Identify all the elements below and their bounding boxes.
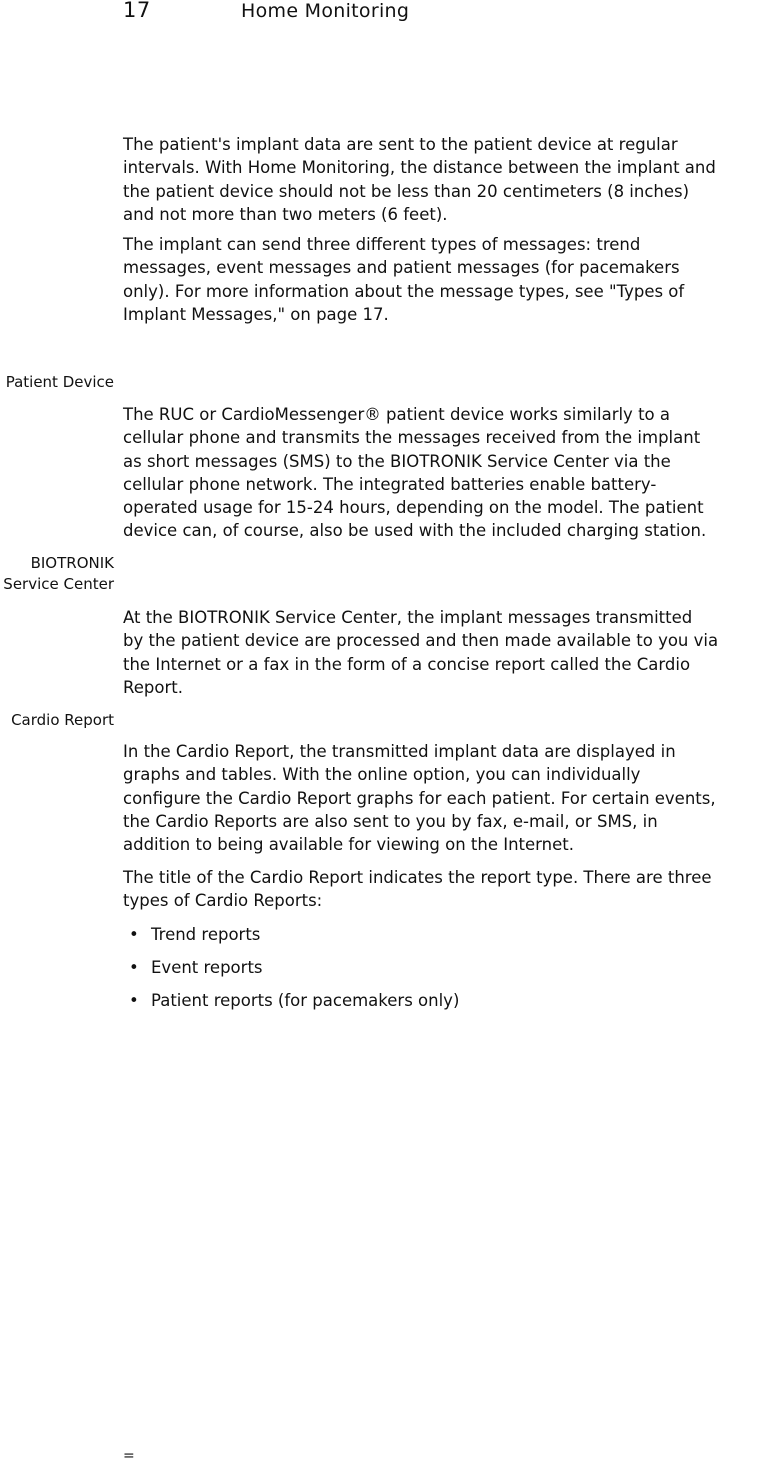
text-line: Report. bbox=[123, 677, 183, 697]
text-line: messages, event messages and patient messages (for pacemakers bbox=[123, 258, 680, 278]
text-line: The title of the Cardio Report indicates the report type. There are three bbox=[123, 868, 712, 887]
bullet-icon: • bbox=[129, 957, 139, 977]
text-line: configure the Cardio Report graphs for each patient. For certain events, bbox=[123, 788, 716, 808]
text-line: the Internet or a fax in the form of a concise report called the Cardio bbox=[123, 654, 691, 674]
text-line: The implant can send three different types of messages: trend bbox=[123, 235, 641, 254]
text-line: graphs and tables. With the online option, you can individually bbox=[123, 765, 641, 785]
text-line: The patient's implant data are sent to the patient device at regular bbox=[123, 135, 678, 154]
side-heading-patient-device: Patient Device bbox=[5, 373, 114, 391]
text-line: cellular phone and transmits the messages received from the implant bbox=[123, 428, 701, 448]
side-heading-service-center bbox=[3, 553, 114, 595]
intro-paragraph-1 bbox=[123, 133, 759, 226]
report-types-list bbox=[123, 923, 459, 1021]
patient-device-paragraph bbox=[123, 403, 759, 543]
bullet-icon: • bbox=[129, 990, 139, 1010]
footer-mark: = bbox=[123, 1448, 135, 1464]
text-line: Implant Messages," on page 17. bbox=[123, 304, 389, 324]
text-line: and not more than two meters (6 feet). bbox=[123, 204, 448, 224]
list-item-text: Patient reports (for pacemakers only) bbox=[151, 990, 460, 1010]
text-line: device can, of course, also be used with the included charging station. bbox=[123, 521, 707, 541]
text-line: the Cardio Reports are also sent to you by fax, e-mail, or SMS, in bbox=[123, 811, 658, 831]
page-number: 17 bbox=[123, 0, 151, 22]
cardio-report-paragraph-2 bbox=[123, 866, 759, 913]
list-item-text: Event reports bbox=[151, 957, 263, 977]
list-item bbox=[123, 923, 459, 956]
intro-paragraph-2 bbox=[123, 233, 759, 326]
cardio-report-paragraph-1 bbox=[123, 740, 759, 856]
list-item-text: Trend reports bbox=[151, 925, 261, 944]
side-heading-line: Service Center bbox=[3, 575, 114, 593]
text-line: operated usage for 15-24 hours, depending on the model. The patient bbox=[123, 498, 704, 518]
text-line: intervals. With Home Monitoring, the distance between the implant and bbox=[123, 158, 716, 178]
text-line: In the Cardio Report, the transmitted implant data are displayed in bbox=[123, 742, 676, 761]
text-line: cellular phone network. The integrated batteries enable battery- bbox=[123, 474, 657, 494]
text-line: At the BIOTRONIK Service Center, the implant messages transmitted bbox=[123, 608, 693, 627]
side-heading-cardio-report: Cardio Report bbox=[11, 711, 114, 729]
text-line: as short messages (SMS) to the BIOTRONIK Service Center via the bbox=[123, 451, 671, 471]
text-line: The RUC or CardioMessenger® patient device works similarly to a bbox=[123, 405, 670, 424]
list-item bbox=[123, 989, 459, 1022]
bullet-icon: • bbox=[129, 925, 139, 944]
chapter-title: Home Monitoring bbox=[241, 0, 410, 22]
list-item bbox=[123, 956, 459, 989]
text-line: addition to being available for viewing on the Internet. bbox=[123, 835, 574, 855]
text-line: types of Cardio Reports: bbox=[123, 891, 323, 911]
side-heading-line: BIOTRONIK bbox=[30, 554, 114, 572]
text-line: only). For more information about the message types, see "Types of bbox=[123, 281, 685, 301]
service-center-paragraph bbox=[123, 606, 759, 699]
text-line: the patient device should not be less than 20 centimeters (8 inches) bbox=[123, 181, 690, 201]
text-line: by the patient device are processed and then made available to you via bbox=[123, 631, 719, 651]
